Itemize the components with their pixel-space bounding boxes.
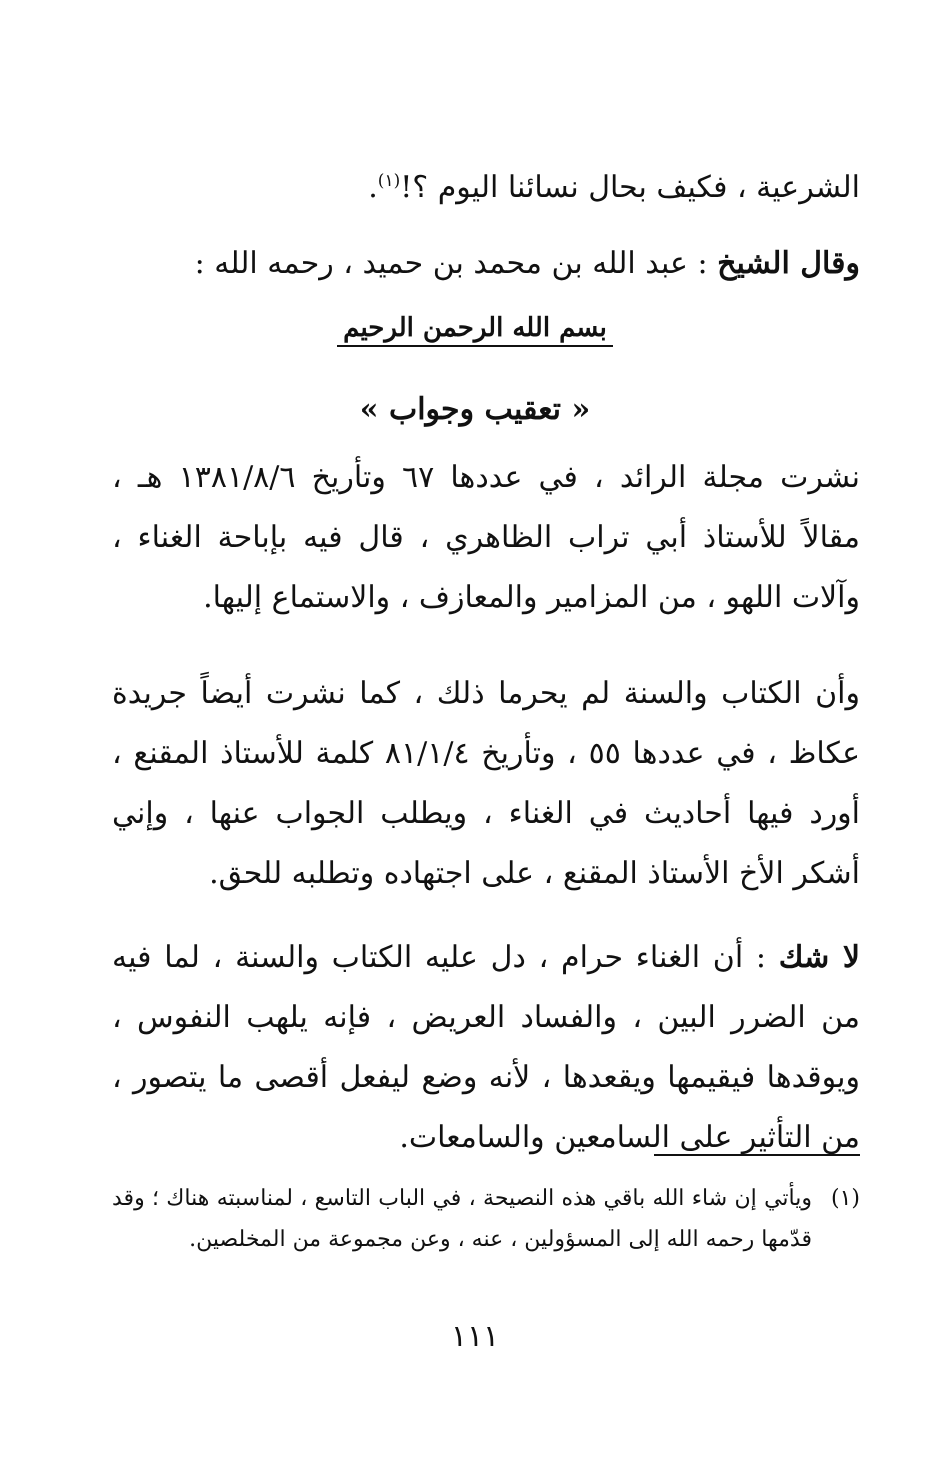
footnote-divider xyxy=(654,1154,860,1156)
paragraph-1: نشرت مجلة الرائد ، في عددها ٦٧ وتأريخ ١٣٨١/٨/٦ هـ ، مقالاً للأستاذ أبي تراب الظاهري ، قال فيه بإباحة الغناء ، وآلات اللهو ، من المزامير والمعازف ، والاستماع إليها. xyxy=(112,460,860,615)
continuation-line xyxy=(112,158,860,218)
footnote-reference: (١) xyxy=(377,171,401,191)
basmala xyxy=(0,306,950,350)
basmala-text: بسم الله الرحمن الرحيم xyxy=(337,311,613,347)
paragraph-2: وأن الكتاب والسنة لم يحرما ذلك ، كما نشرت أيضاً جريدة عكاظ ، في عددها ٥٥ ، وتأريخ ٨١/١/٤ كلمة للأستاذ المقنع ، أورد فيها أحاديث في الغناء ، ويطلب الجواب عنها ، وإني أشكر الأخ الأستاذ المقنع ، على اجتهاده وتطلبه للحق. xyxy=(112,676,860,891)
paragraph-3-lead: لا شك xyxy=(778,940,860,975)
footnote-text: ويأتي إن شاء الله باقي هذه النصيحة ، في الباب التاسع ، لمناسبته هناك ؛ وقد قدّمها رحمه الله إلى المسؤولين ، عنه ، وعن مجموعة من المخلصين. xyxy=(112,1186,812,1252)
sheikh-name: : عبد الله بن محمد بن حميد ، رحمه الله : xyxy=(194,246,718,281)
article-title: « تعقيب وجواب » xyxy=(359,392,591,427)
footnote xyxy=(112,1178,860,1260)
continuation-text: الشرعية ، فكيف بحال نسائنا اليوم ؟! xyxy=(400,170,860,205)
sheikh-introduction xyxy=(112,234,860,294)
sheikh-label: وقال الشيخ xyxy=(717,246,860,281)
paragraph-3-text: : أن الغناء حرام ، دل عليه الكتاب والسنة ، لما فيه من الضرر البين ، والفساد العريض ، فإنه يلهب النفوس ، ويوقدها فيقيمها ويقعدها ، لأنه وضع ليفعل أقصى ما يتصور ، من التأثير على السامعين والسامعات. xyxy=(112,940,860,1155)
footnote-marker: (١) xyxy=(830,1186,860,1211)
sentence-end: . xyxy=(368,170,378,205)
page-number: ١١١ xyxy=(450,1319,500,1354)
paragraph-3 xyxy=(112,928,922,1168)
